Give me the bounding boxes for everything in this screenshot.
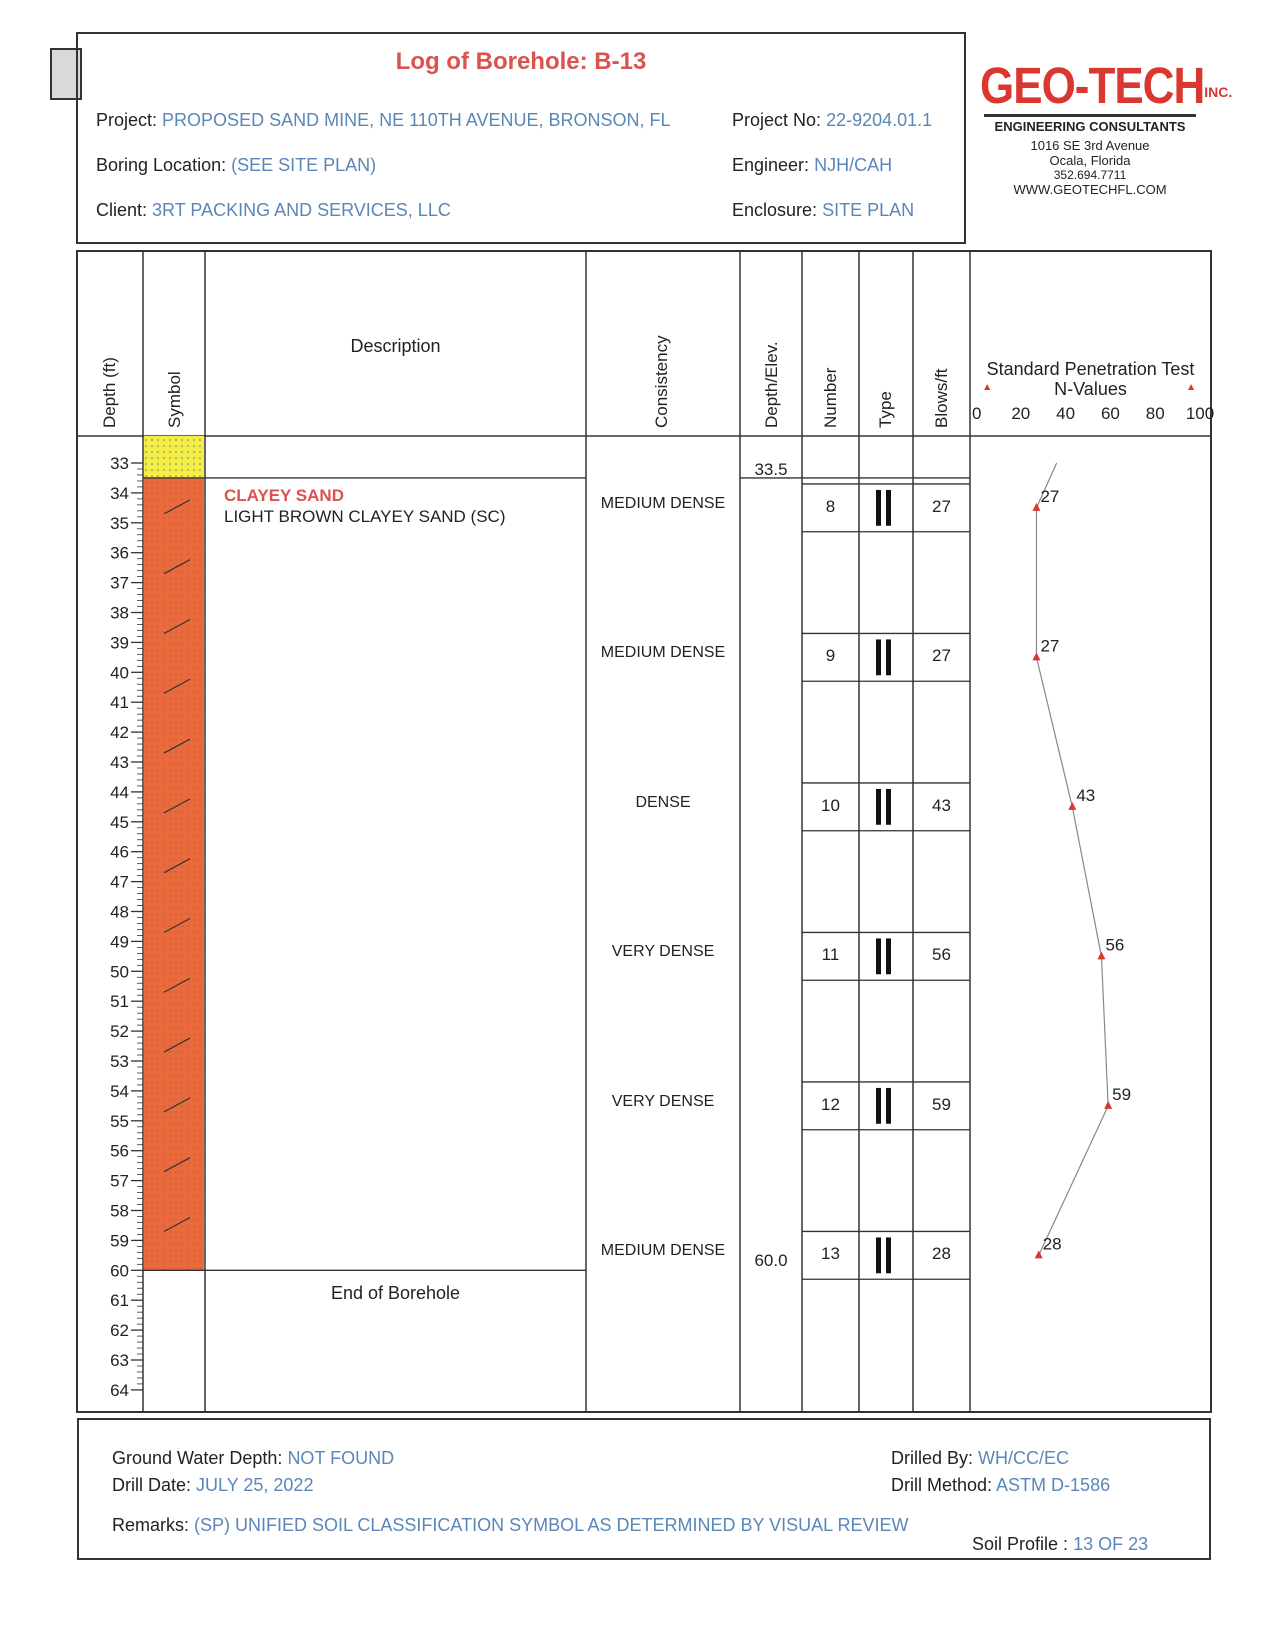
depth-label: 63	[110, 1351, 129, 1370]
split-spoon-sample-icon	[876, 938, 881, 974]
footer-box	[77, 1418, 1211, 1560]
split-spoon-sample-icon	[886, 938, 891, 974]
depth-label: 64	[110, 1380, 129, 1400]
depth-label: 47	[110, 872, 129, 892]
drilled-by-row	[891, 1448, 1069, 1469]
soil-symbol-column	[144, 436, 204, 1270]
sample-number: 8	[825, 496, 836, 516]
depth-label: 60	[110, 1261, 129, 1281]
column-dividers	[143, 251, 970, 1412]
depth-label: 55	[110, 1111, 129, 1131]
split-spoon-sample-icon	[876, 1088, 881, 1124]
layer-title: CLAYEY SAND	[224, 486, 344, 505]
depth-label: 53	[110, 1052, 129, 1071]
sample-number: 12	[821, 1094, 840, 1114]
logo-address1: 1016 SE 3rd Avenue	[1030, 138, 1150, 153]
enclosure-label: Enclosure:	[732, 200, 818, 220]
sample-rows	[802, 478, 970, 1279]
spt-subtitle: N-Values	[1054, 379, 1127, 399]
depth-label: 46	[110, 842, 129, 862]
sample-number: 11	[821, 945, 840, 965]
depth-label: 37	[110, 573, 129, 593]
ground-water-label: Ground Water Depth:	[112, 1448, 283, 1468]
drilled-by-value: WH/CC/EC	[978, 1448, 1070, 1468]
depth-label: 61	[110, 1291, 129, 1311]
project-value: PROPOSED SAND MINE, NE 110TH AVENUE, BRONSON, FL	[162, 110, 671, 130]
col-header-depth: Depth (ft)	[100, 357, 119, 428]
logo-tagline: ENGINEERING CONSULTANTS	[994, 119, 1186, 134]
spt-data-label: 56	[1105, 935, 1125, 955]
depth-label: 58	[110, 1201, 129, 1221]
depth-label: 44	[110, 782, 129, 802]
depth-label: 49	[110, 932, 129, 952]
engineer-label: Engineer:	[732, 155, 810, 175]
depth-label: 45	[110, 812, 129, 832]
spt-tick-label: 60	[1100, 404, 1120, 423]
spt-data-label: 59	[1112, 1084, 1132, 1104]
split-spoon-sample-icon	[876, 490, 881, 526]
split-spoon-sample-icon	[886, 490, 891, 526]
depth-label: 62	[110, 1321, 129, 1341]
depth-label: 43	[110, 753, 129, 772]
drill-date-label: Drill Date:	[112, 1475, 192, 1495]
spt-tick-label: 20	[1011, 404, 1031, 423]
boring-location-value: (SEE SITE PLAN)	[231, 155, 377, 175]
page-title: Log of Borehole: B-13	[395, 48, 647, 75]
depth-label: 57	[110, 1171, 129, 1191]
elevation-bottom: 60.0	[754, 1251, 788, 1270]
col-header-consistency: Consistency	[652, 335, 671, 428]
depth-label: 54	[110, 1081, 129, 1101]
spt-data-label: 28	[1042, 1234, 1062, 1254]
remarks-label: Remarks:	[112, 1515, 190, 1535]
drill-method-label: Drill Method:	[891, 1475, 993, 1495]
sand-symbol	[144, 436, 204, 478]
ground-water-row	[112, 1448, 394, 1469]
logo-name: GEO-TECH	[980, 58, 1205, 115]
enclosure-value: SITE PLAN	[822, 200, 915, 220]
spt-tick-label: 80	[1145, 404, 1165, 423]
split-spoon-sample-icon	[886, 1088, 891, 1124]
soil-profile-label: Soil Profile :	[972, 1534, 1069, 1554]
drill-method-value: ASTM D-1586	[996, 1475, 1111, 1495]
depth-label: 34	[110, 483, 129, 503]
split-spoon-sample-icon	[886, 1237, 891, 1273]
consistency-label: VERY DENSE	[611, 943, 715, 961]
logo-phone: 352.694.7711	[1053, 168, 1127, 182]
spt-point	[1104, 1101, 1112, 1109]
depth-label: 59	[110, 1231, 129, 1251]
spt-point	[1035, 1250, 1043, 1258]
blows-per-ft: 27	[932, 646, 951, 666]
consistency-label: VERY DENSE	[611, 1092, 715, 1110]
engineer-value: NJH/CAH	[814, 155, 893, 175]
sample-number: 13	[821, 1244, 840, 1264]
logo-address2: Ocala, Florida	[1049, 153, 1131, 168]
depth-label: 52	[110, 1022, 129, 1042]
blows-per-ft: 56	[932, 945, 951, 965]
end-of-borehole-label: End of Borehole	[330, 1283, 461, 1303]
depth-label: 33	[110, 454, 129, 473]
blows-per-ft: 28	[932, 1244, 951, 1264]
drill-date-row	[112, 1475, 313, 1496]
depth-label: 40	[110, 663, 129, 683]
depth-label: 42	[110, 723, 129, 743]
spt-point	[1068, 802, 1076, 810]
spt-series-line	[1036, 463, 1108, 1255]
depth-label: 41	[110, 693, 129, 713]
depth-label: 39	[110, 633, 129, 653]
blows-per-ft: 43	[932, 795, 951, 815]
depth-scale	[110, 454, 143, 1400]
spt-point	[1032, 503, 1040, 511]
log-frame	[77, 251, 1211, 1412]
soil-profile-value: 13 OF 23	[1073, 1534, 1149, 1554]
sample-number: 9	[825, 646, 836, 666]
soil-profile-row	[972, 1534, 1148, 1555]
spt-tick-label: 100	[1185, 404, 1215, 423]
spt-title: Standard Penetration Test	[986, 359, 1195, 379]
depth-label: 35	[110, 513, 129, 533]
client-label: Client:	[96, 200, 148, 220]
layer-boundaries	[143, 478, 802, 1270]
consistency-label: DENSE	[635, 793, 691, 811]
col-header-symbol: Symbol	[165, 371, 184, 428]
depth-label: 36	[110, 543, 129, 563]
spt-data-label: 43	[1076, 785, 1096, 805]
boring-location-label: Boring Location:	[96, 155, 227, 175]
blows-per-ft: 27	[932, 496, 951, 516]
col-header-number: Number	[821, 367, 840, 428]
sample-number: 10	[821, 795, 840, 815]
project-no-value: 22-9204.01.1	[826, 110, 933, 130]
split-spoon-sample-icon	[876, 789, 881, 825]
drill-date-value: JULY 25, 2022	[196, 1475, 314, 1495]
drilled-by-label: Drilled By:	[891, 1448, 974, 1468]
depth-label: 48	[110, 902, 129, 922]
col-header-depth-elev: Depth/Elev.	[762, 341, 781, 428]
logo-website: WWW.GEOTECHFL.COM	[1013, 182, 1167, 197]
spt-tick-label: 0	[972, 404, 982, 423]
split-spoon-sample-icon	[886, 789, 891, 825]
split-spoon-sample-icon	[876, 1237, 881, 1273]
project-no-label: Project No:	[732, 110, 822, 130]
depth-label: 51	[110, 992, 129, 1012]
col-header-type: Type	[876, 391, 895, 428]
elevation-top: 33.5	[754, 460, 788, 479]
logo-suffix: INC.	[1204, 84, 1233, 100]
spt-point	[1097, 951, 1105, 959]
col-header-blows: Blows/ft	[932, 368, 951, 428]
consistency-label: MEDIUM DENSE	[600, 644, 726, 662]
spt-data-label: 27	[1040, 486, 1060, 506]
split-spoon-sample-icon	[886, 639, 891, 675]
blows-per-ft: 59	[932, 1094, 951, 1114]
clayey-sand-symbol	[144, 478, 204, 1270]
spt-point	[1032, 652, 1040, 660]
depth-label: 56	[110, 1141, 129, 1161]
layer-description: LIGHT BROWN CLAYEY SAND (SC)	[224, 507, 506, 526]
depth-label: 38	[110, 603, 129, 623]
depth-label: 50	[110, 962, 129, 982]
spt-chart	[972, 384, 1214, 1258]
project-label: Project:	[96, 110, 158, 130]
spt-data-label: 27	[1040, 636, 1060, 656]
split-spoon-sample-icon	[876, 639, 881, 675]
remarks-value: (SP) UNIFIED SOIL CLASSIFICATION SYMBOL AS DETERMINED BY VISUAL REVIEW	[194, 1515, 909, 1535]
drill-method-row	[891, 1475, 1110, 1496]
spt-tick-label: 40	[1056, 404, 1076, 423]
ground-water-value: NOT FOUND	[287, 1448, 395, 1468]
remarks-row	[112, 1515, 909, 1536]
consistency-label: MEDIUM DENSE	[600, 1242, 726, 1260]
client-value: 3RT PACKING AND SERVICES, LLC	[152, 200, 451, 220]
consistency-label: MEDIUM DENSE	[600, 494, 726, 512]
col-header-description: Description	[350, 336, 441, 356]
